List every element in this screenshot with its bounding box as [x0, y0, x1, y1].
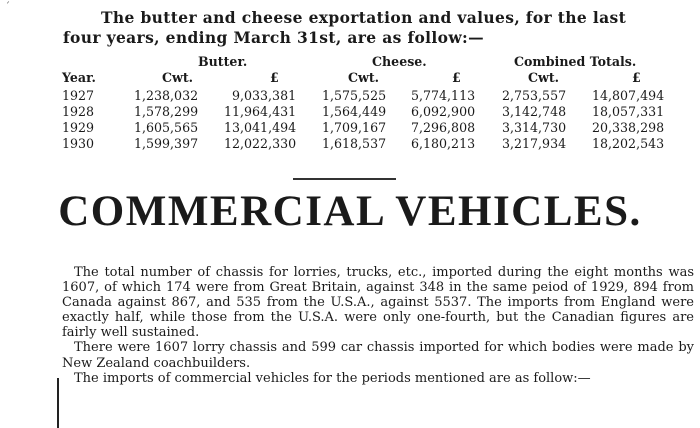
col-header-cheese-cwt: Cwt. [348, 70, 380, 85]
col-header-total-pound: £ [632, 70, 641, 85]
table-cell-cheese-pound: 5,774,113 [411, 88, 476, 103]
col-header-total-cwt: Cwt. [528, 70, 560, 85]
table-cell-butter-pound: 12,022,330 [224, 136, 297, 151]
corner-mark: ˊ [5, 2, 10, 13]
col-header-butter-pound: £ [270, 70, 279, 85]
col-header-butter-cwt: Cwt. [162, 70, 194, 85]
intro-line-1: The butter and cheese exportation and values, for the last [101, 8, 627, 27]
table-cell-butter-cwt: 1,599,397 [134, 136, 199, 151]
exports-table [0, 54, 700, 164]
intro-line-2: four years, ending March 31st, are as follow:— [63, 28, 484, 47]
table-cell-total-cwt: 2,753,557 [502, 88, 567, 103]
article-body [62, 265, 694, 386]
col-header-year: Year. [62, 70, 96, 85]
table-cell-cheese-cwt: 1,564,449 [322, 104, 387, 119]
table-cell-cheese-cwt: 1,618,537 [322, 136, 387, 151]
paragraph-2: There were 1607 lorry chassis and 599 car chassis imported for which bodies were made by New Zealand coachbuilders. [62, 340, 694, 371]
table-cell-cheese-pound: 6,092,900 [411, 104, 476, 119]
group-header-butter: Butter. [198, 54, 248, 69]
group-header-cheese: Cheese. [372, 54, 427, 69]
table-cell-cheese-cwt: 1,575,525 [322, 88, 387, 103]
paragraph-1: The total number of chassis for lorries, trucks, etc., imported during the eight months was 1607, of which 174 were from Great Britain, against 348 in the same peiod of 1929, 894 from Canada against 867, and 535 from the U.S.A., against 5537. The imports from England were exactly half, while those from the U.S.A. were only one-fourth, but the Canadian figures are fairly well sustained. [62, 265, 694, 341]
table-cell-year: 1930 [62, 136, 95, 151]
table-cell-total-pound: 18,057,331 [592, 104, 665, 119]
column-margin-rule [57, 378, 59, 428]
table-cell-year: 1927 [62, 88, 95, 103]
table-cell-butter-pound: 11,964,431 [224, 104, 297, 119]
table-cell-butter-cwt: 1,605,565 [134, 120, 199, 135]
section-divider [293, 178, 396, 180]
intro-paragraph [63, 8, 693, 48]
table-cell-cheese-cwt: 1,709,167 [322, 120, 387, 135]
paragraph-3: The imports of commercial vehicles for the periods mentioned are as follow:— [74, 370, 591, 386]
table-cell-total-pound: 14,807,494 [592, 88, 665, 103]
table-cell-cheese-pound: 7,296,808 [411, 120, 476, 135]
table-cell-year: 1929 [62, 120, 95, 135]
table-cell-butter-pound: 9,033,381 [232, 88, 297, 103]
table-cell-total-pound: 20,338,298 [592, 120, 665, 135]
col-header-cheese-pound: £ [452, 70, 461, 85]
table-cell-butter-cwt: 1,578,299 [134, 104, 199, 119]
group-header-combined: Combined Totals. [514, 54, 637, 69]
table-cell-total-cwt: 3,314,730 [502, 120, 567, 135]
table-cell-total-cwt: 3,142,748 [502, 104, 567, 119]
table-cell-butter-cwt: 1,238,032 [134, 88, 199, 103]
table-cell-year: 1928 [62, 104, 95, 119]
table-cell-total-cwt: 3,217,934 [502, 136, 567, 151]
table-cell-cheese-pound: 6,180,213 [411, 136, 476, 151]
table-cell-butter-pound: 13,041,494 [224, 120, 297, 135]
table-cell-total-pound: 18,202,543 [592, 136, 665, 151]
headline: COMMERCIAL VEHICLES. [58, 188, 642, 235]
